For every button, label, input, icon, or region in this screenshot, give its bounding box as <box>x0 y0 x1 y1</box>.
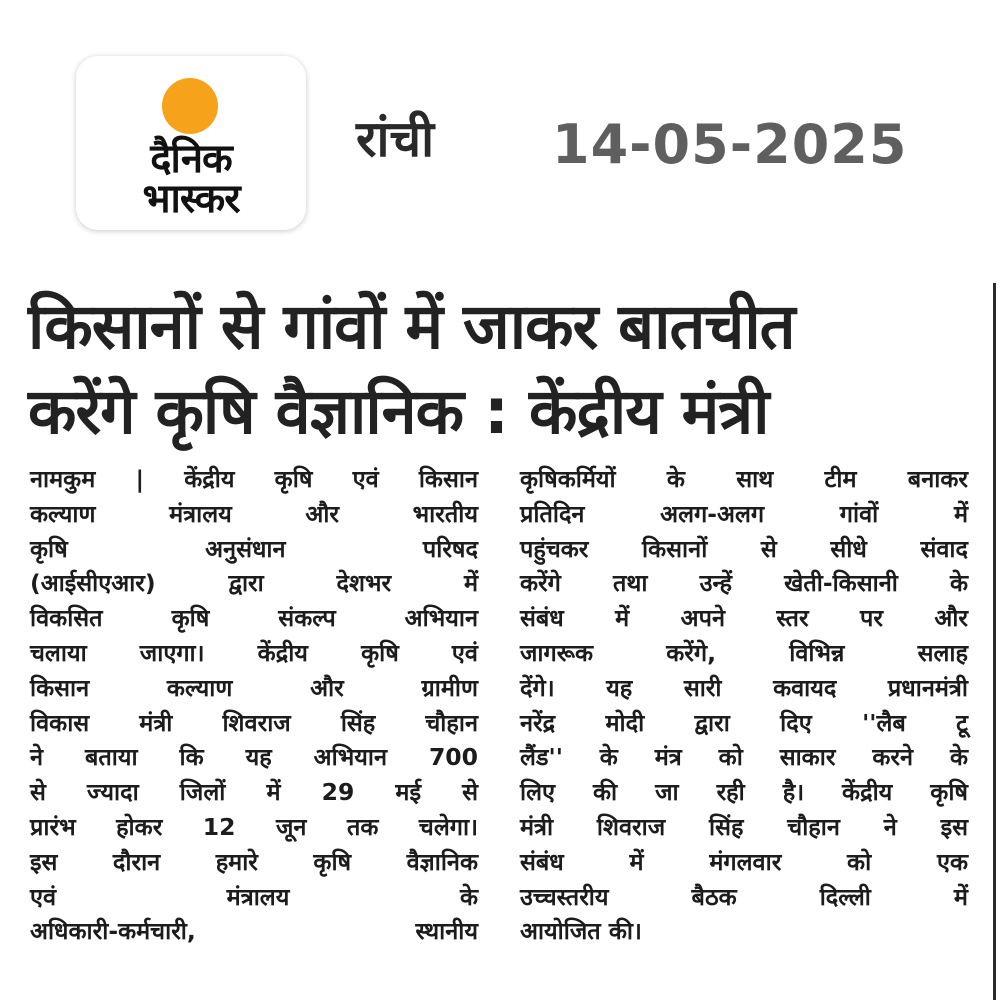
body-line: लिए की जा रही है। केंद्रीय कृषि <box>520 778 968 807</box>
body-line: आयोजित की। <box>520 917 642 946</box>
body-line: कल्याण मंत्रालय और भारतीय <box>30 499 478 528</box>
body-line: संबंध में अपने स्तर पर और <box>520 604 968 633</box>
body-line: किसान कल्याण और ग्रामीण <box>30 673 478 702</box>
body-line: ने बताया कि यह अभियान 700 <box>30 743 478 772</box>
headline-line1: किसानों से गांवों में जाकर बातचीत <box>28 290 795 363</box>
body-line: संबंध में मंगलवार को एक <box>520 847 968 876</box>
body-line: कृषिकर्मियों के साथ टीम बनाकर <box>520 465 968 493</box>
edition-date: 14-05-2025 <box>552 113 908 176</box>
body-line: लैंड'' के मंत्र को साकार करने के <box>520 743 968 772</box>
body-line: अधिकारी-कर्मचारी, स्थानीय <box>30 917 478 946</box>
body-line: कृषि अनुसंधान परिषद <box>30 534 478 563</box>
body-line: विकास मंत्री शिवराज सिंह चौहान <box>30 708 478 737</box>
body-line: देंगे। यह सारी कवायद प्रधानमंत्री <box>520 673 968 702</box>
sun-dot-icon <box>162 78 218 134</box>
body-line: (आईसीएआर) द्वारा देशभर में <box>30 569 478 598</box>
article-column-left <box>30 462 478 949</box>
body-line: प्रारंभ होकर 12 जून तक चलेगा। <box>30 812 478 841</box>
body-line: नरेंद्र मोदी द्वारा दिए ''लैब टू <box>520 708 968 737</box>
body-line: से ज्यादा जिलों में 29 मई से <box>30 778 478 807</box>
body-line: प्रतिदिन अलग-अलग गांवों में <box>520 499 968 528</box>
body-line: उच्चस्तरीय बैठक दिल्ली में <box>520 882 968 911</box>
body-line: पहुंचकर किसानों से सीधे संवाद <box>520 534 968 563</box>
newspaper-logo <box>76 56 306 230</box>
body-line: एवं मंत्रालय के <box>30 882 478 911</box>
logo-text-line1: दैनिक <box>150 136 232 182</box>
body-line: इस दौरान हमारे कृषि वैज्ञानिक <box>30 847 478 876</box>
column-border <box>993 283 996 1000</box>
article-column-right <box>520 462 968 949</box>
body-line: विकसित कृषि संकल्प अभियान <box>30 604 478 633</box>
logo-text-line2: भास्कर <box>142 176 240 222</box>
headline-line2: करेंगे कृषि वैज्ञानिक : केंद्रीय मंत्री <box>28 375 769 448</box>
body-line: मंत्री शिवराज सिंह चौहान ने इस <box>520 812 968 841</box>
body-line: नामकुम | केंद्रीय कृषि एवं किसान <box>30 465 478 493</box>
body-line: जागरूक करेंगे, विभिन्न सलाह <box>520 638 968 667</box>
edition-city: रांची <box>356 110 435 168</box>
body-line: करेंगे तथा उन्हें खेती-किसानी के <box>520 569 968 598</box>
body-line: चलाया जाएगा। केंद्रीय कृषि एवं <box>30 638 478 667</box>
